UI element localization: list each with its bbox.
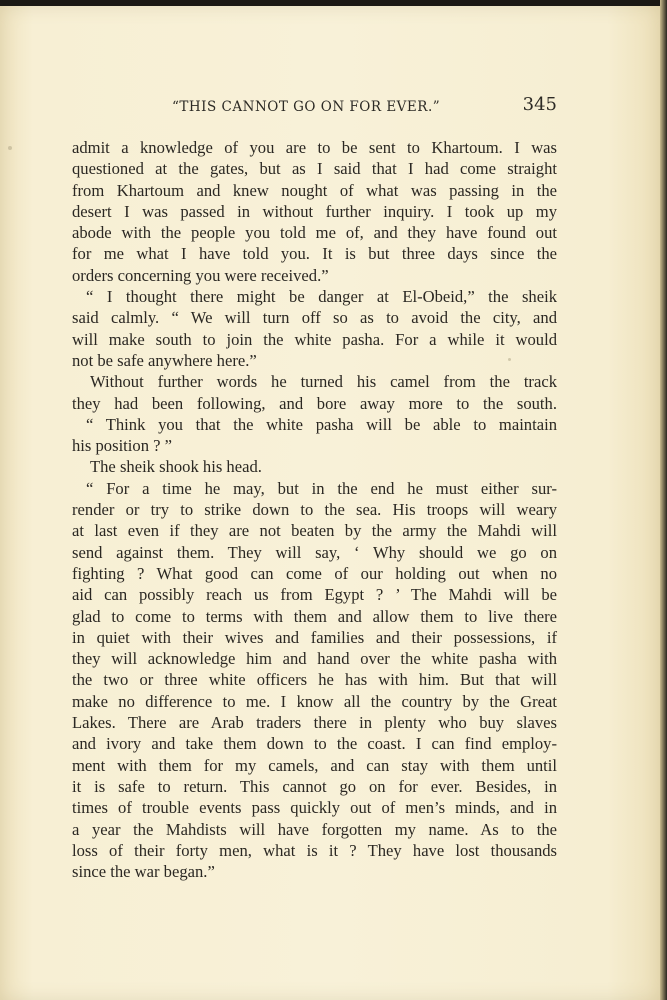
- paper-speck: [8, 146, 12, 150]
- text-line: questioned at the gates, but as I said that I had come straight: [72, 159, 557, 179]
- text-line: will make south to join the white pasha. For a while it would: [72, 329, 557, 349]
- book-page: [0, 6, 660, 1000]
- text-line: Lakes. There are Arab traders there in plenty who buy slaves: [72, 713, 557, 733]
- text-line: “ For a time he may, but in the end he must either sur-: [86, 478, 557, 498]
- text-line: fighting ? What good can come of our holding out when no: [72, 563, 557, 583]
- text-line: “ I thought there might be danger at El-Obeid,” the sheik: [86, 287, 557, 307]
- body-text: [72, 137, 557, 882]
- text-line: and ivory and take them down to the coast. I can find employ-: [72, 734, 557, 754]
- text-line: a year the Mahdists will have forgotten my name. As to the: [72, 819, 557, 839]
- text-line: for me what I have told you. It is but three days since the: [72, 244, 557, 264]
- text-line: admit a knowledge of you are to be sent to Khartoum. I was: [72, 138, 557, 157]
- text-line: loss of their forty men, what is it ? They have lost thousands: [72, 840, 557, 860]
- text-line: desert I was passed in without further inquiry. I took up my: [72, 201, 557, 221]
- text-line: times of trouble events pass quickly out of men’s minds, and in: [72, 798, 557, 818]
- text-line: in quiet with their wives and families and their possessions, if: [72, 627, 557, 647]
- running-head: “THIS CANNOT GO ON FOR EVER.”: [172, 99, 441, 115]
- text-line: glad to come to terms with them and allow them to live there: [72, 606, 557, 626]
- text-line: send against them. They will say, ‘ Why should we go on: [72, 542, 557, 562]
- text-line: they had been following, and bore away more to the south.: [72, 393, 557, 413]
- page-edge: [660, 0, 667, 1000]
- text-line: said calmly. “ We will turn off so as to avoid the city, and: [72, 308, 557, 328]
- page-number: 345: [522, 94, 557, 115]
- page-header: [72, 94, 557, 118]
- text-line: not be safe anywhere here.”: [72, 350, 257, 370]
- text-line: orders concerning you were received.”: [72, 265, 329, 285]
- text-line: his position ? ”: [72, 436, 173, 456]
- text-line: from Khartoum and knew nought of what was passing in the: [72, 180, 557, 200]
- text-line: at last even if they are not beaten by the army the Mahdi will: [72, 521, 557, 541]
- text-line: it is safe to return. This cannot go on for ever. Besides, in: [72, 776, 557, 796]
- text-line: since the war began.”: [72, 862, 215, 882]
- text-line: ment with them for my camels, and can stay with them until: [72, 755, 557, 775]
- text-line: aid can possibly reach us from Egypt ? ’ The Mahdi will be: [72, 585, 557, 605]
- text-line: Without further words he turned his camel from the track: [90, 372, 557, 392]
- text-line: “ Think you that the white pasha will be able to maintain: [86, 414, 557, 434]
- text-line: make no difference to me. I know all the country by the Great: [72, 691, 557, 711]
- text-line: they will acknowledge him and hand over the white pasha with: [72, 649, 557, 669]
- paper-speck: [508, 358, 511, 361]
- text-line: the two or three white officers he has with him. But that will: [72, 670, 557, 690]
- text-line: abode with the people you told me of, and they have found out: [72, 223, 557, 243]
- text-line: The sheik shook his head.: [90, 457, 262, 477]
- text-line: render or try to strike down to the sea. His troops will weary: [72, 500, 557, 520]
